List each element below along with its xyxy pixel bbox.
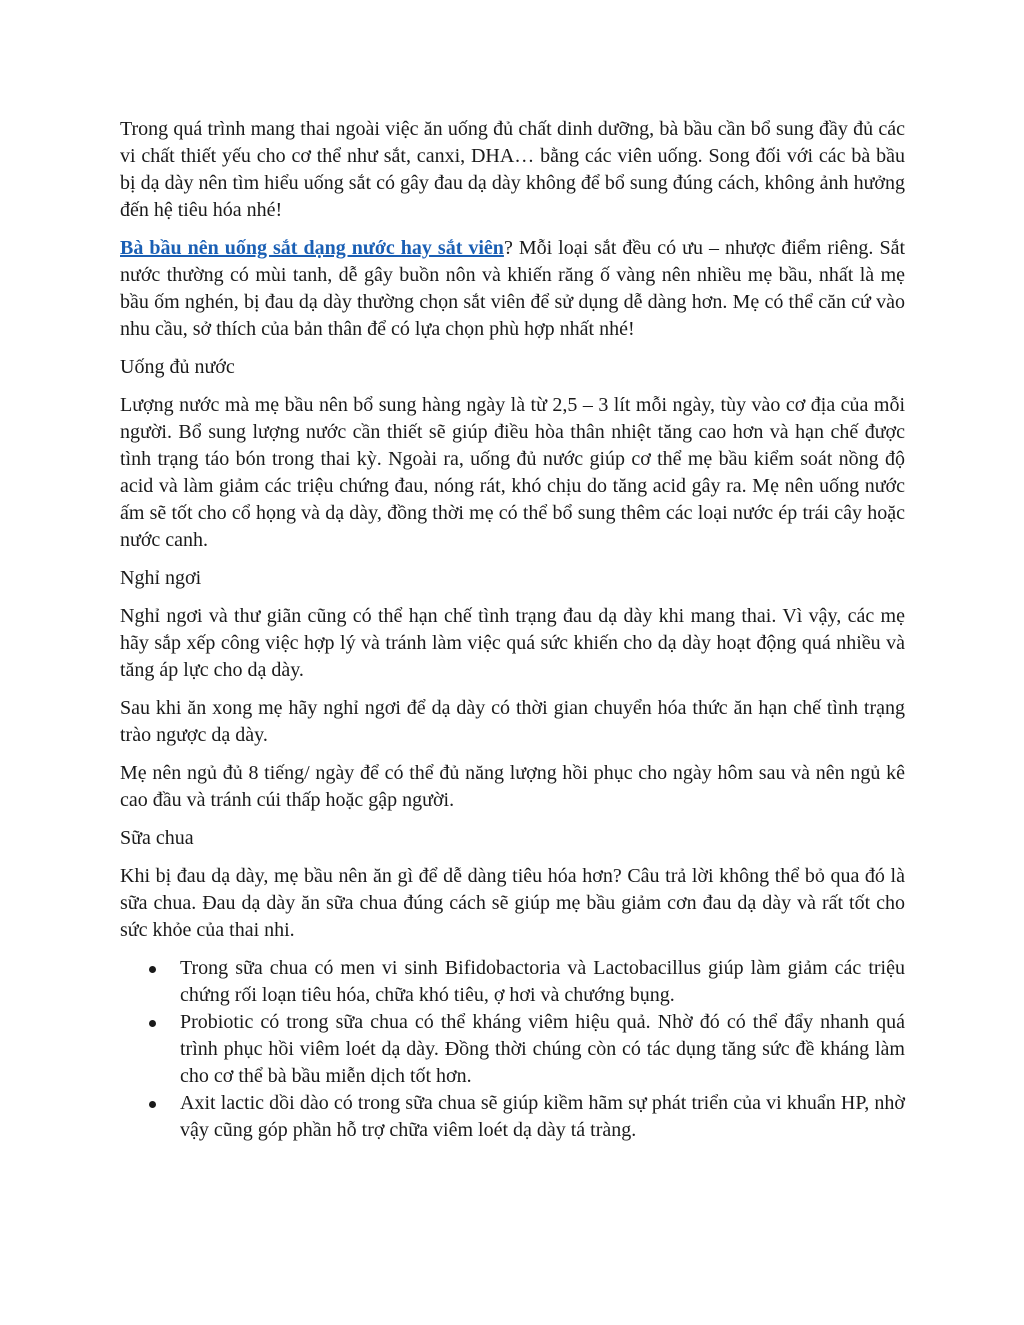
list-item [180,1009,905,1090]
bullet-icon [149,1101,156,1108]
document-page [120,116,905,1144]
bullet-icon [149,966,156,973]
rest-paragraph-1: Nghỉ ngơi và thư giãn cũng có thể hạn chế tình trạng đau dạ dày khi mang thai. Vì vậy, các mẹ hãy sắp xếp công việc hợp lý và tránh làm việc quá sức khiến cho dạ dày hoạt động quá nhiều và tăng áp lực cho dạ dày. [120,605,905,681]
list-item [180,955,905,1009]
iron-article-link[interactable]: Bà bầu nên uống sắt dạng nước hay sắt viên [120,237,504,259]
iron-paragraph-text: ? Mỗi loại sắt đều có ưu – nhược điểm riêng. Sắt nước thường có mùi tanh, dễ gây buồn nôn và khiến răng ố vàng nên nhiều mẹ bầu, nhất là mẹ bầu ốm nghén, bị đau dạ dày thường chọn sắt viên để sử dụng dễ dàng hơn. Mẹ có thể căn cứ vào nhu cầu, sở thích của bản thân để có lựa chọn phù hợp nhất nhé! [120,237,906,340]
bullet-icon [149,1020,156,1027]
yogurt-bullet-list [120,955,905,1144]
section-heading-water: Uống đủ nước [120,356,235,378]
list-item-text: Probiotic có trong sữa chua có thể kháng viêm hiệu quả. Nhờ đó có thể đẩy nhanh quá trình phục hồi viêm loét dạ dày. Đồng thời chúng còn có tác dụng tăng sức đề kháng làm cho cơ thể bà bầu miễn dịch tốt hơn. [180,1011,905,1087]
list-item [180,1090,905,1144]
rest-paragraph-2: Sau khi ăn xong mẹ hãy nghỉ ngơi để dạ dày có thời gian chuyển hóa thức ăn hạn chế tình trạng trào ngược dạ dày. [120,697,905,746]
water-paragraph: Lượng nước mà mẹ bầu nên bổ sung hàng ngày là từ 2,5 – 3 lít mỗi ngày, tùy vào cơ địa của mỗi người. Bổ sung lượng nước cần thiết sẽ giúp điều hòa thân nhiệt tăng cao hơn và hạn chế được tình trạng táo bón trong thai kỳ. Ngoài ra, uống đủ nước giúp cơ thể mẹ bầu kiểm soát nồng độ acid và làm giảm các triệu chứng đau, nóng rát, khó chịu do tăng acid gây ra. Mẹ nên uống nước ấm sẽ tốt cho cổ họng và dạ dày, đồng thời mẹ có thể bổ sung thêm các loại nước ép trái cây hoặc nước canh. [120,394,905,551]
section-heading-yogurt: Sữa chua [120,827,194,849]
list-item-text: Trong sữa chua có men vi sinh Bifidobactoria và Lactobacillus giúp làm giảm các triệu chứng rối loạn tiêu hóa, chữa khó tiêu, ợ hơi và chướng bụng. [180,957,905,1006]
iron-paragraph [120,235,905,343]
rest-paragraph-3: Mẹ nên ngủ đủ 8 tiếng/ ngày để có thể đủ năng lượng hồi phục cho ngày hôm sau và nên ngủ kê cao đầu và tránh cúi thấp hoặc gập người. [120,762,905,811]
section-heading-rest: Nghỉ ngơi [120,567,202,589]
yogurt-paragraph: Khi bị đau dạ dày, mẹ bầu nên ăn gì để dễ dàng tiêu hóa hơn? Câu trả lời không thể bỏ qua đó là sữa chua. Đau dạ dày ăn sữa chua đúng cách sẽ giúp mẹ bầu giảm cơn đau dạ dày và rất tốt cho sức khỏe của thai nhi. [120,865,905,941]
list-item-text: Axit lactic dồi dào có trong sữa chua sẽ giúp kiềm hãm sự phát triển của vi khuẩn HP, nhờ vậy cũng góp phần hỗ trợ chữa viêm loét dạ dày tá tràng. [180,1092,905,1141]
intro-paragraph: Trong quá trình mang thai ngoài việc ăn uống đủ chất dinh dưỡng, bà bầu cần bổ sung đầy đủ các vi chất thiết yếu cho cơ thể như sắt, canxi, DHA… bằng các viên uống. Song đối với các bà bầu bị dạ dày nên tìm hiểu uống sắt có gây đau dạ dày không để bổ sung đúng cách, không ảnh hưởng đến hệ tiêu hóa nhé! [120,118,905,221]
